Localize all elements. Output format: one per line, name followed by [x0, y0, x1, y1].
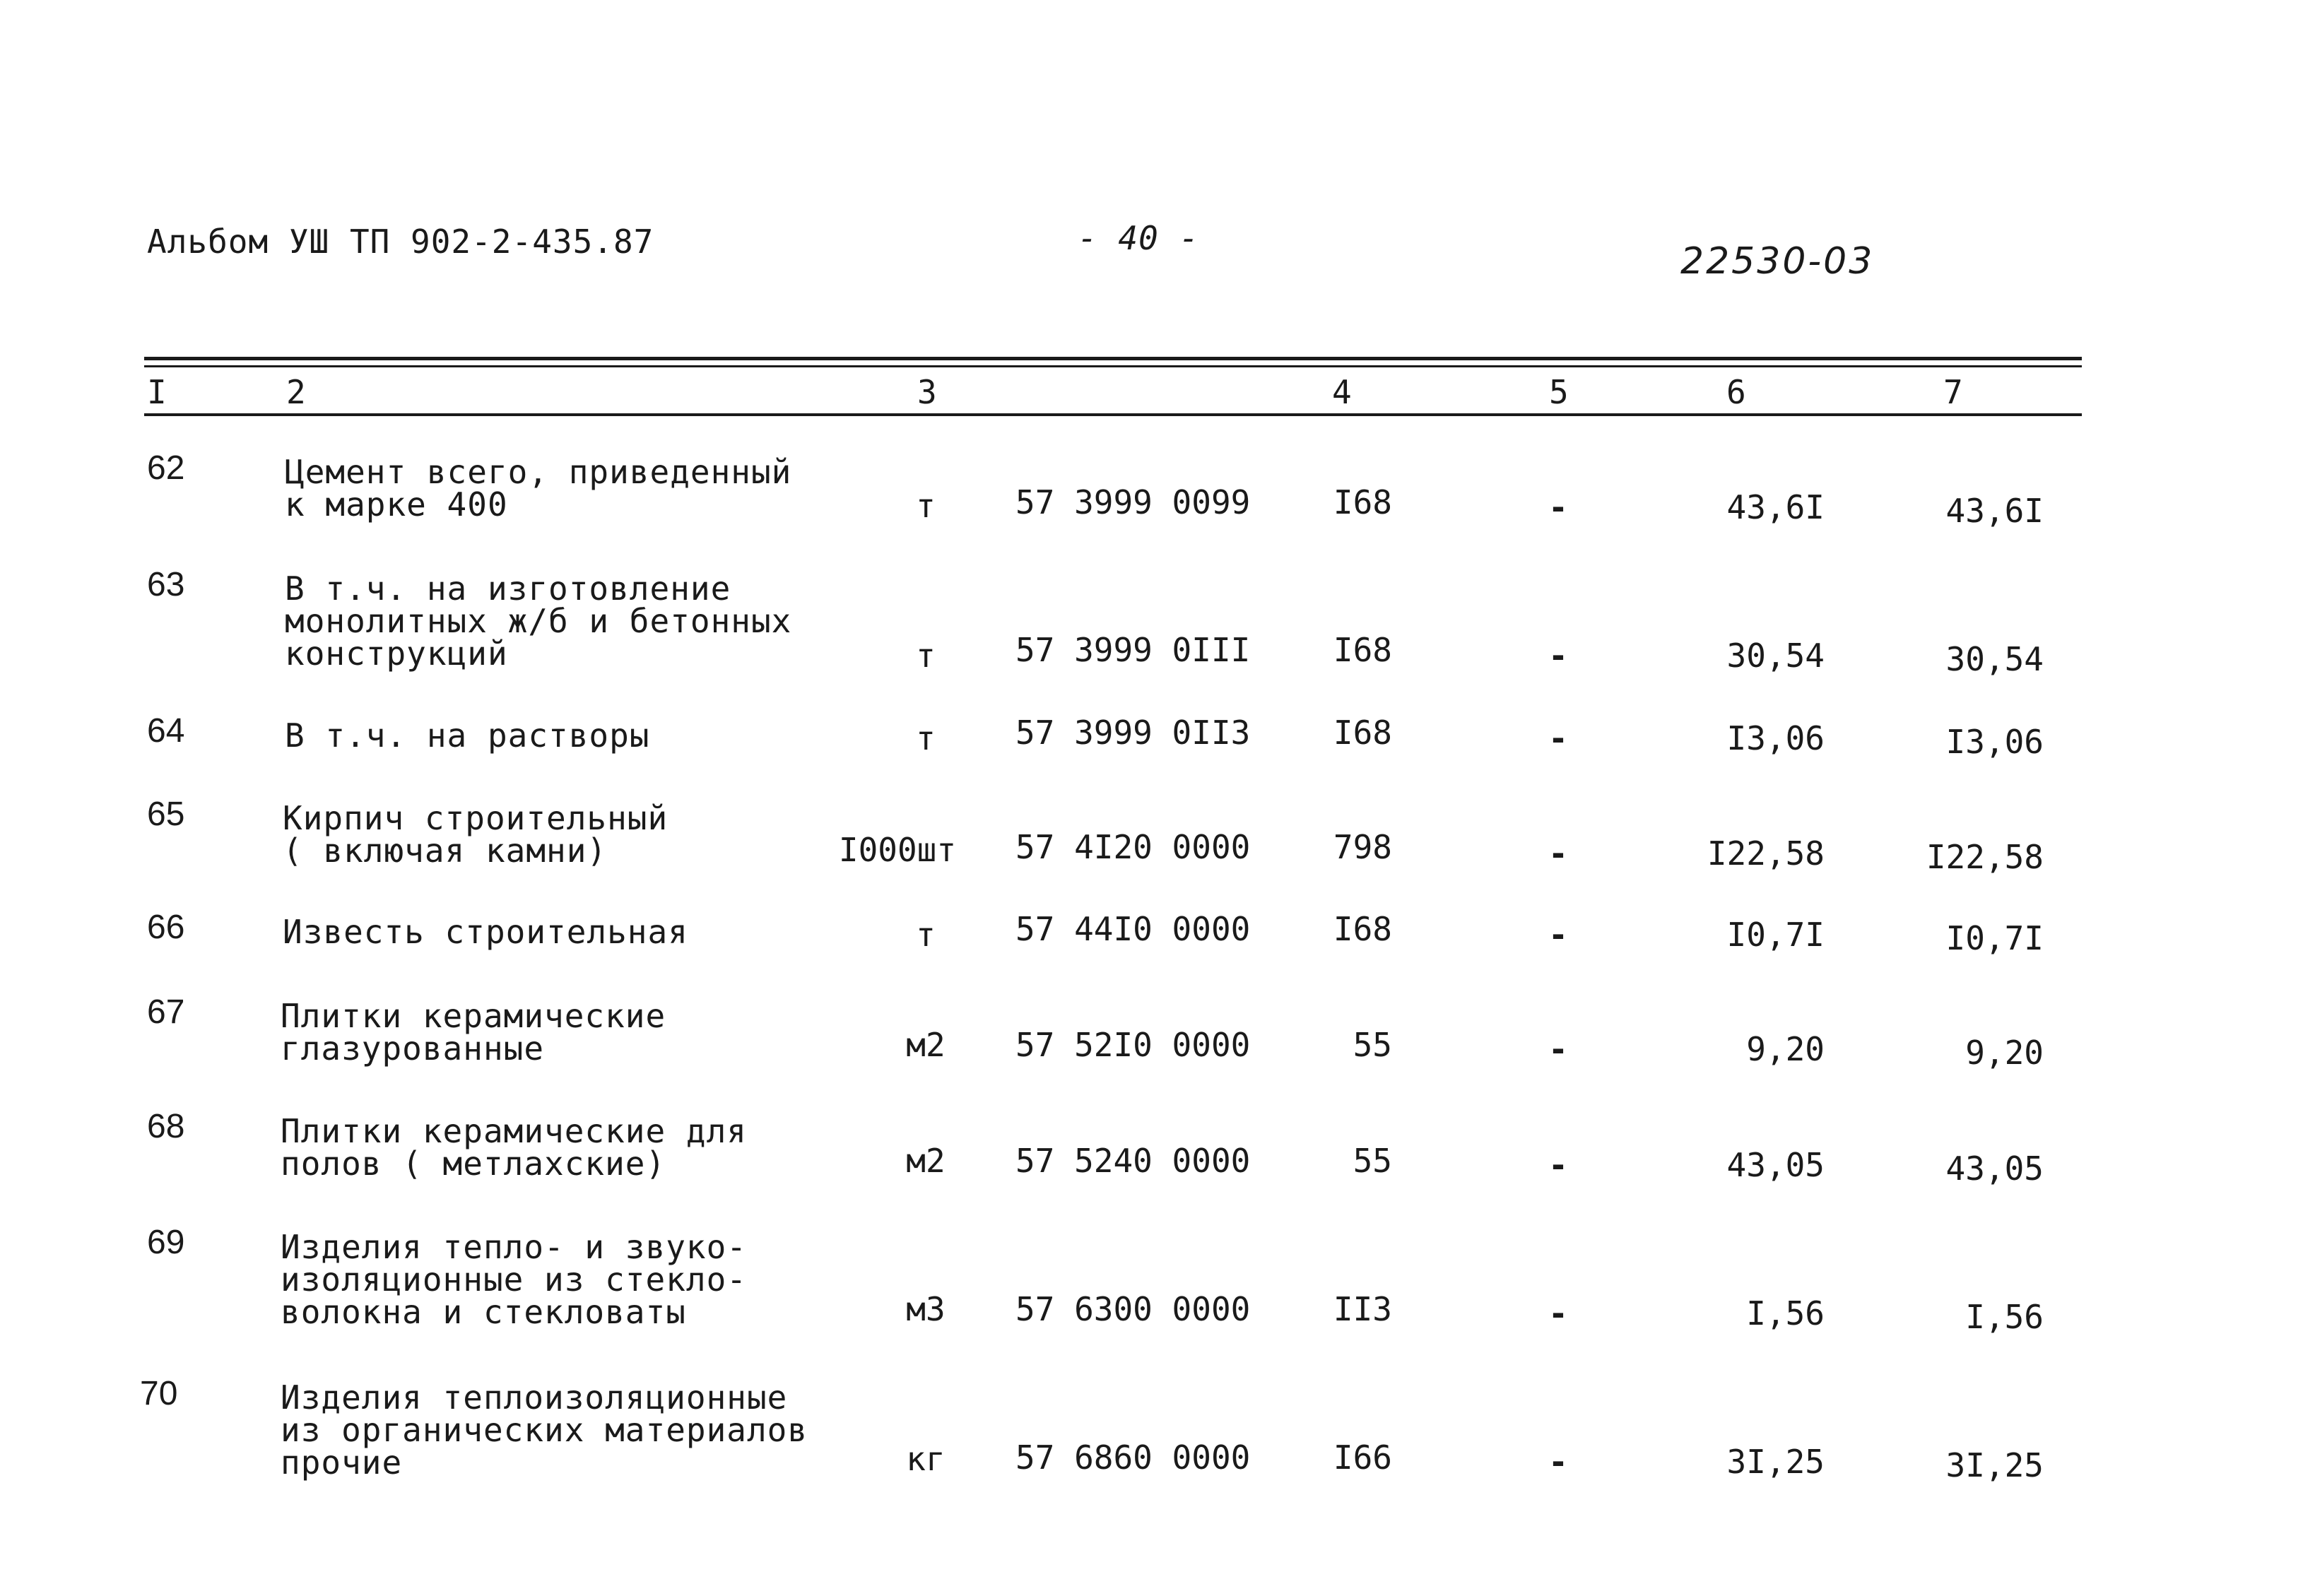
- column-number-1: I: [147, 373, 167, 411]
- material-name: Изделия тепло- и звуко- изоляционные из стекло- волокна и стекловаты: [281, 1228, 747, 1331]
- column-5-value: -: [1548, 488, 1568, 526]
- column-4-value: 55: [1353, 1026, 1392, 1064]
- unit: м3: [906, 1290, 946, 1328]
- classifier-code: 57 4I20 0000: [1015, 828, 1251, 866]
- album-reference: Альбом УШ ТП 902-2-435.87: [147, 223, 654, 261]
- row-number: 62: [147, 449, 185, 487]
- unit: м2: [906, 1142, 946, 1180]
- material-name: Известь строительная: [283, 913, 688, 951]
- column-7-value: I22,58: [1926, 838, 2044, 876]
- column-4-value: I68: [1333, 483, 1392, 521]
- column-6-value: I3,06: [1726, 719, 1825, 757]
- table-top-rule-thin: [144, 365, 2082, 367]
- classifier-code: 57 3999 0III: [1015, 631, 1251, 669]
- column-7-value: 9,20: [1965, 1034, 2044, 1072]
- unit: кг: [906, 1440, 946, 1478]
- row-number: 68: [147, 1108, 185, 1145]
- material-name: Кирпич строительный ( включая камни): [283, 799, 668, 870]
- column-7-value: 43,05: [1945, 1149, 2044, 1188]
- unit: т: [916, 916, 936, 954]
- material-name: В т.ч. на растворы: [285, 716, 650, 755]
- column-7-value: I0,7I: [1945, 919, 2044, 957]
- row-number: 65: [147, 796, 185, 833]
- page-number: - 40 -: [1078, 219, 1200, 257]
- row-number: 67: [147, 993, 185, 1031]
- column-5-value: -: [1548, 1443, 1568, 1481]
- material-name: Цемент всего, приведенный к марке 400: [285, 453, 792, 524]
- column-4-value: 798: [1333, 828, 1392, 866]
- column-7-value: 3I,25: [1945, 1446, 2044, 1484]
- table-top-rule: [144, 357, 2082, 360]
- row-number: 70: [140, 1375, 178, 1412]
- column-4-value: I68: [1333, 714, 1392, 752]
- column-6-value: I,56: [1746, 1294, 1825, 1332]
- column-4-value: II3: [1333, 1290, 1392, 1328]
- column-6-value: 3I,25: [1726, 1443, 1825, 1481]
- unit: т: [916, 487, 936, 525]
- material-name: Плитки керамические для полов ( метлахские): [281, 1112, 747, 1183]
- column-5-value: -: [1548, 1030, 1568, 1068]
- classifier-code: 57 3999 0099: [1015, 483, 1251, 521]
- unit: т: [916, 719, 936, 757]
- column-number-2: 2: [286, 373, 306, 411]
- column-number-4: 4: [1332, 373, 1352, 411]
- column-5-value: -: [1548, 1294, 1568, 1332]
- column-6-value: I22,58: [1707, 834, 1825, 873]
- unit: т: [916, 637, 936, 675]
- column-5-value: -: [1548, 1146, 1568, 1184]
- material-name: Плитки керамические глазурованные: [281, 997, 666, 1068]
- column-number-5: 5: [1549, 373, 1569, 411]
- classifier-code: 57 52I0 0000: [1015, 1026, 1251, 1064]
- column-4-value: I68: [1333, 910, 1392, 948]
- classifier-code: 57 44I0 0000: [1015, 910, 1251, 948]
- column-7-value: I3,06: [1945, 723, 2044, 761]
- column-7-value: 30,54: [1945, 640, 2044, 678]
- column-4-value: I66: [1333, 1438, 1392, 1477]
- column-4-value: 55: [1353, 1142, 1392, 1180]
- classifier-code: 57 6300 0000: [1015, 1290, 1251, 1328]
- column-6-value: 43,05: [1726, 1146, 1825, 1184]
- column-6-value: 43,6I: [1726, 488, 1825, 526]
- row-number: 69: [147, 1224, 185, 1261]
- row-number: 63: [147, 566, 185, 603]
- material-name: Изделия теплоизоляционные из органических материалов прочие: [281, 1378, 808, 1482]
- column-6-value: I0,7I: [1726, 916, 1825, 954]
- row-number: 66: [147, 909, 185, 946]
- column-5-value: -: [1548, 719, 1568, 757]
- column-number-7: 7: [1943, 373, 1963, 411]
- classifier-code: 57 3999 0II3: [1015, 714, 1251, 752]
- column-number-6: 6: [1726, 373, 1746, 411]
- column-numbers-rule: [144, 413, 2082, 416]
- classifier-code: 57 6860 0000: [1015, 1438, 1251, 1477]
- unit: м2: [906, 1026, 946, 1064]
- column-7-value: 43,6I: [1945, 492, 2044, 530]
- unit: I000шт: [838, 831, 957, 869]
- column-5-value: -: [1548, 916, 1568, 954]
- column-6-value: 9,20: [1746, 1030, 1825, 1068]
- material-name: В т.ч. на изготовление монолитных ж/б и бетонных конструкций: [285, 569, 792, 673]
- column-7-value: I,56: [1965, 1298, 2044, 1336]
- row-number: 64: [147, 712, 185, 750]
- column-5-value: -: [1548, 834, 1568, 873]
- classifier-code: 57 5240 0000: [1015, 1142, 1251, 1180]
- column-6-value: 30,54: [1726, 637, 1825, 675]
- column-number-3: 3: [917, 373, 937, 411]
- column-4-value: I68: [1333, 631, 1392, 669]
- column-5-value: -: [1548, 637, 1568, 675]
- document-code: 22530-03: [1680, 240, 1875, 283]
